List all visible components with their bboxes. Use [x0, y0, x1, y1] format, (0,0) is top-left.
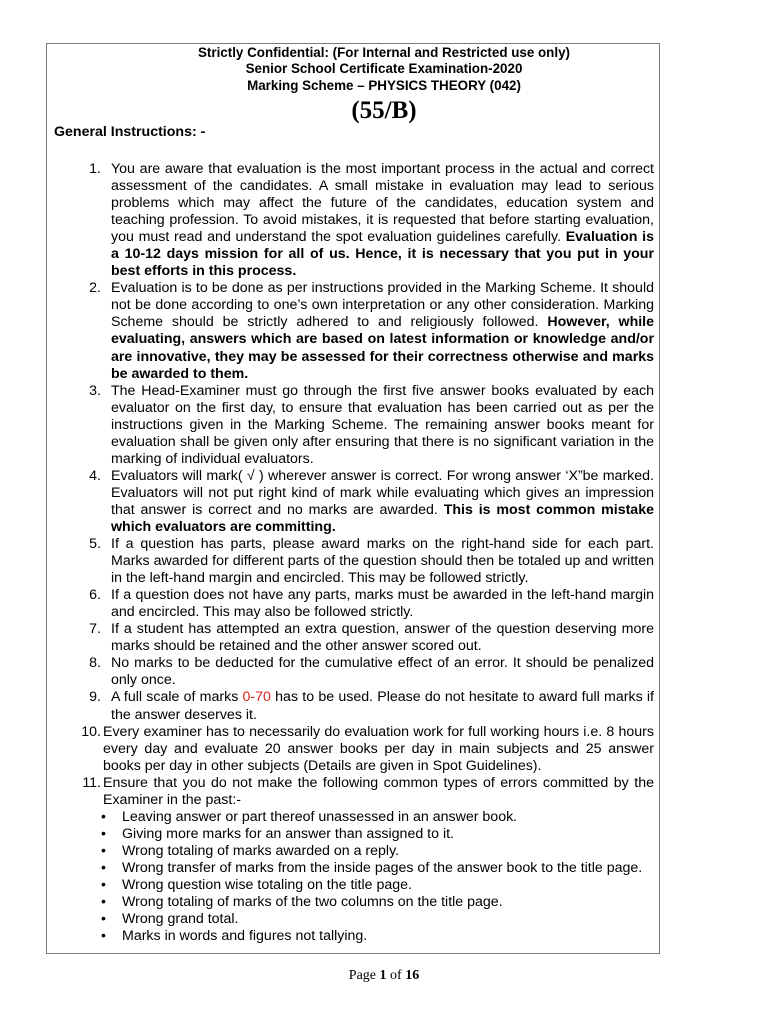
- instruction-number: 6.: [89, 587, 101, 604]
- instruction-text: No marks to be deducted for the cumulative effect of an error. It should be penalized only once.: [111, 655, 654, 689]
- list-item: • Marks in words and figures not tallying.: [101, 928, 368, 945]
- list-item: • Wrong totaling of marks of the two columns on the title page.: [101, 894, 503, 911]
- marking-scheme-heading: Marking Scheme – PHYSICS THEORY (042): [247, 78, 521, 93]
- instruction-number: 3.: [89, 382, 101, 399]
- instruction-item: [56, 536, 654, 587]
- bullet-icon: •: [101, 911, 106, 928]
- instruction-item: [56, 724, 654, 775]
- instruction-item: [56, 689, 654, 723]
- bullet-icon: •: [101, 859, 106, 876]
- instruction-item: [56, 468, 654, 536]
- list-item: • Wrong grand total.: [101, 911, 239, 928]
- instruction-text: The Head-Examiner must go through the first five answer books evaluated by each evaluator on the first day, to ensure that evaluation has been carried out as per the instructions given in the Marking Scheme. The remaining answer books meant for evaluation shall be given only after ensuring that there is no significant variation in the marking of individual evaluators.: [111, 382, 654, 467]
- paper-code: (55/B): [351, 97, 417, 124]
- list-item: • Wrong question wise totaling on the title page.: [101, 876, 412, 893]
- instruction-text: If a question has parts, please award marks on the right-hand side for each part. Marks awarded for different parts of the question should then be totaled up and written in the left-hand margin and encircled. This may be followed strictly.: [111, 536, 654, 587]
- bullet-icon: •: [101, 876, 106, 893]
- instruction-item: [56, 280, 654, 382]
- instruction-number: 7.: [89, 621, 101, 638]
- instruction-number: 4.: [89, 467, 101, 484]
- list-item: • Leaving answer or part thereof unassessed in an answer book.: [101, 808, 518, 825]
- instruction-item: [56, 587, 654, 621]
- instruction-text: Evaluators will mark( √ ) wherever answer is correct. For wrong answer ‘X”be marked. Evaluators will not put right kind of mark while evaluating which gives an impression that answer is correct and no marks are awarded. This is most common mistake which evaluators are committing.: [111, 467, 654, 535]
- instruction-number: 5.: [89, 536, 101, 553]
- instruction-number: 2.: [89, 280, 101, 297]
- instructions-list: [56, 161, 654, 945]
- instruction-text: If a question does not have any parts, marks must be awarded in the left-hand margin and encircled. This may also be followed strictly.: [111, 587, 654, 621]
- instruction-item: [56, 655, 654, 689]
- marks-range: 0-70: [242, 689, 271, 706]
- list-item: • Wrong totaling of marks awarded on a reply.: [101, 842, 400, 859]
- list-item: • Wrong transfer of marks from the inside pages of the answer book to the title page.: [101, 859, 643, 876]
- instruction-number: 10.: [81, 723, 101, 740]
- instruction-text: If a student has attempted an extra question, answer of the question deserving more marks should be retained and the other answer scored out.: [111, 621, 654, 655]
- bullet-icon: •: [101, 842, 106, 859]
- instruction-text: A full scale of marks 0-70 has to be used. Please do not hesitate to award full marks if the answer deserves it.: [111, 689, 654, 723]
- instruction-item: [56, 161, 654, 280]
- instruction-item: [56, 383, 654, 468]
- bullet-icon: •: [101, 928, 106, 945]
- confidential-heading: Strictly Confidential: (For Internal and Restricted use only): [197, 45, 570, 60]
- instruction-number: 11.: [82, 774, 101, 791]
- general-instructions-title: General Instructions: -: [54, 124, 206, 140]
- bullet-icon: •: [101, 808, 106, 825]
- page-number: Page 1 of 16: [348, 968, 420, 983]
- exam-heading: Senior School Certificate Examination-2020: [245, 61, 523, 76]
- bullet-icon: •: [101, 825, 106, 842]
- instruction-text: Every examiner has to necessarily do evaluation work for full working hours i.e. 8 hours every day and evaluate 20 answer books per day in main subjects and 25 answer books per day in other subjects (Details are given in Spot Guidelines).: [103, 723, 654, 774]
- instruction-text: Evaluation is to be done as per instructions provided in the Marking Scheme. It should not be done according to one’s own interpretation or any other consideration. Marking Scheme should be strictly adhered to and religiously followed. However, while evaluating, answers which are based on latest information or knowledge and/or are innovative, they may be assessed for their correctness otherwise and marks be awarded to them.: [111, 280, 655, 382]
- instruction-item: [56, 621, 654, 655]
- list-item: • Giving more marks for an answer than assigned to it.: [101, 825, 454, 842]
- instruction-number: 9.: [89, 689, 101, 706]
- instruction-number: 8.: [89, 655, 101, 672]
- bullet-icon: •: [101, 894, 106, 911]
- instruction-item: [56, 775, 654, 809]
- instruction-number: 1.: [89, 161, 101, 177]
- instruction-text: Ensure that you do not make the following common types of errors committed by the Examiner in the past:-: [103, 774, 654, 808]
- instruction-text: You are aware that evaluation is the most important process in the actual and correct assessment of the candidates. A small mistake in evaluation may lead to serious problems which may affect the future of the candidates, education system and teaching profession. To avoid mistakes, it is requested that before starting evaluation, you must read and understand the spot evaluation guidelines carefully. Evaluation is a 10-12 days mission for all of us. Hence, it is necessary that you put in your best efforts in this process.: [111, 161, 654, 280]
